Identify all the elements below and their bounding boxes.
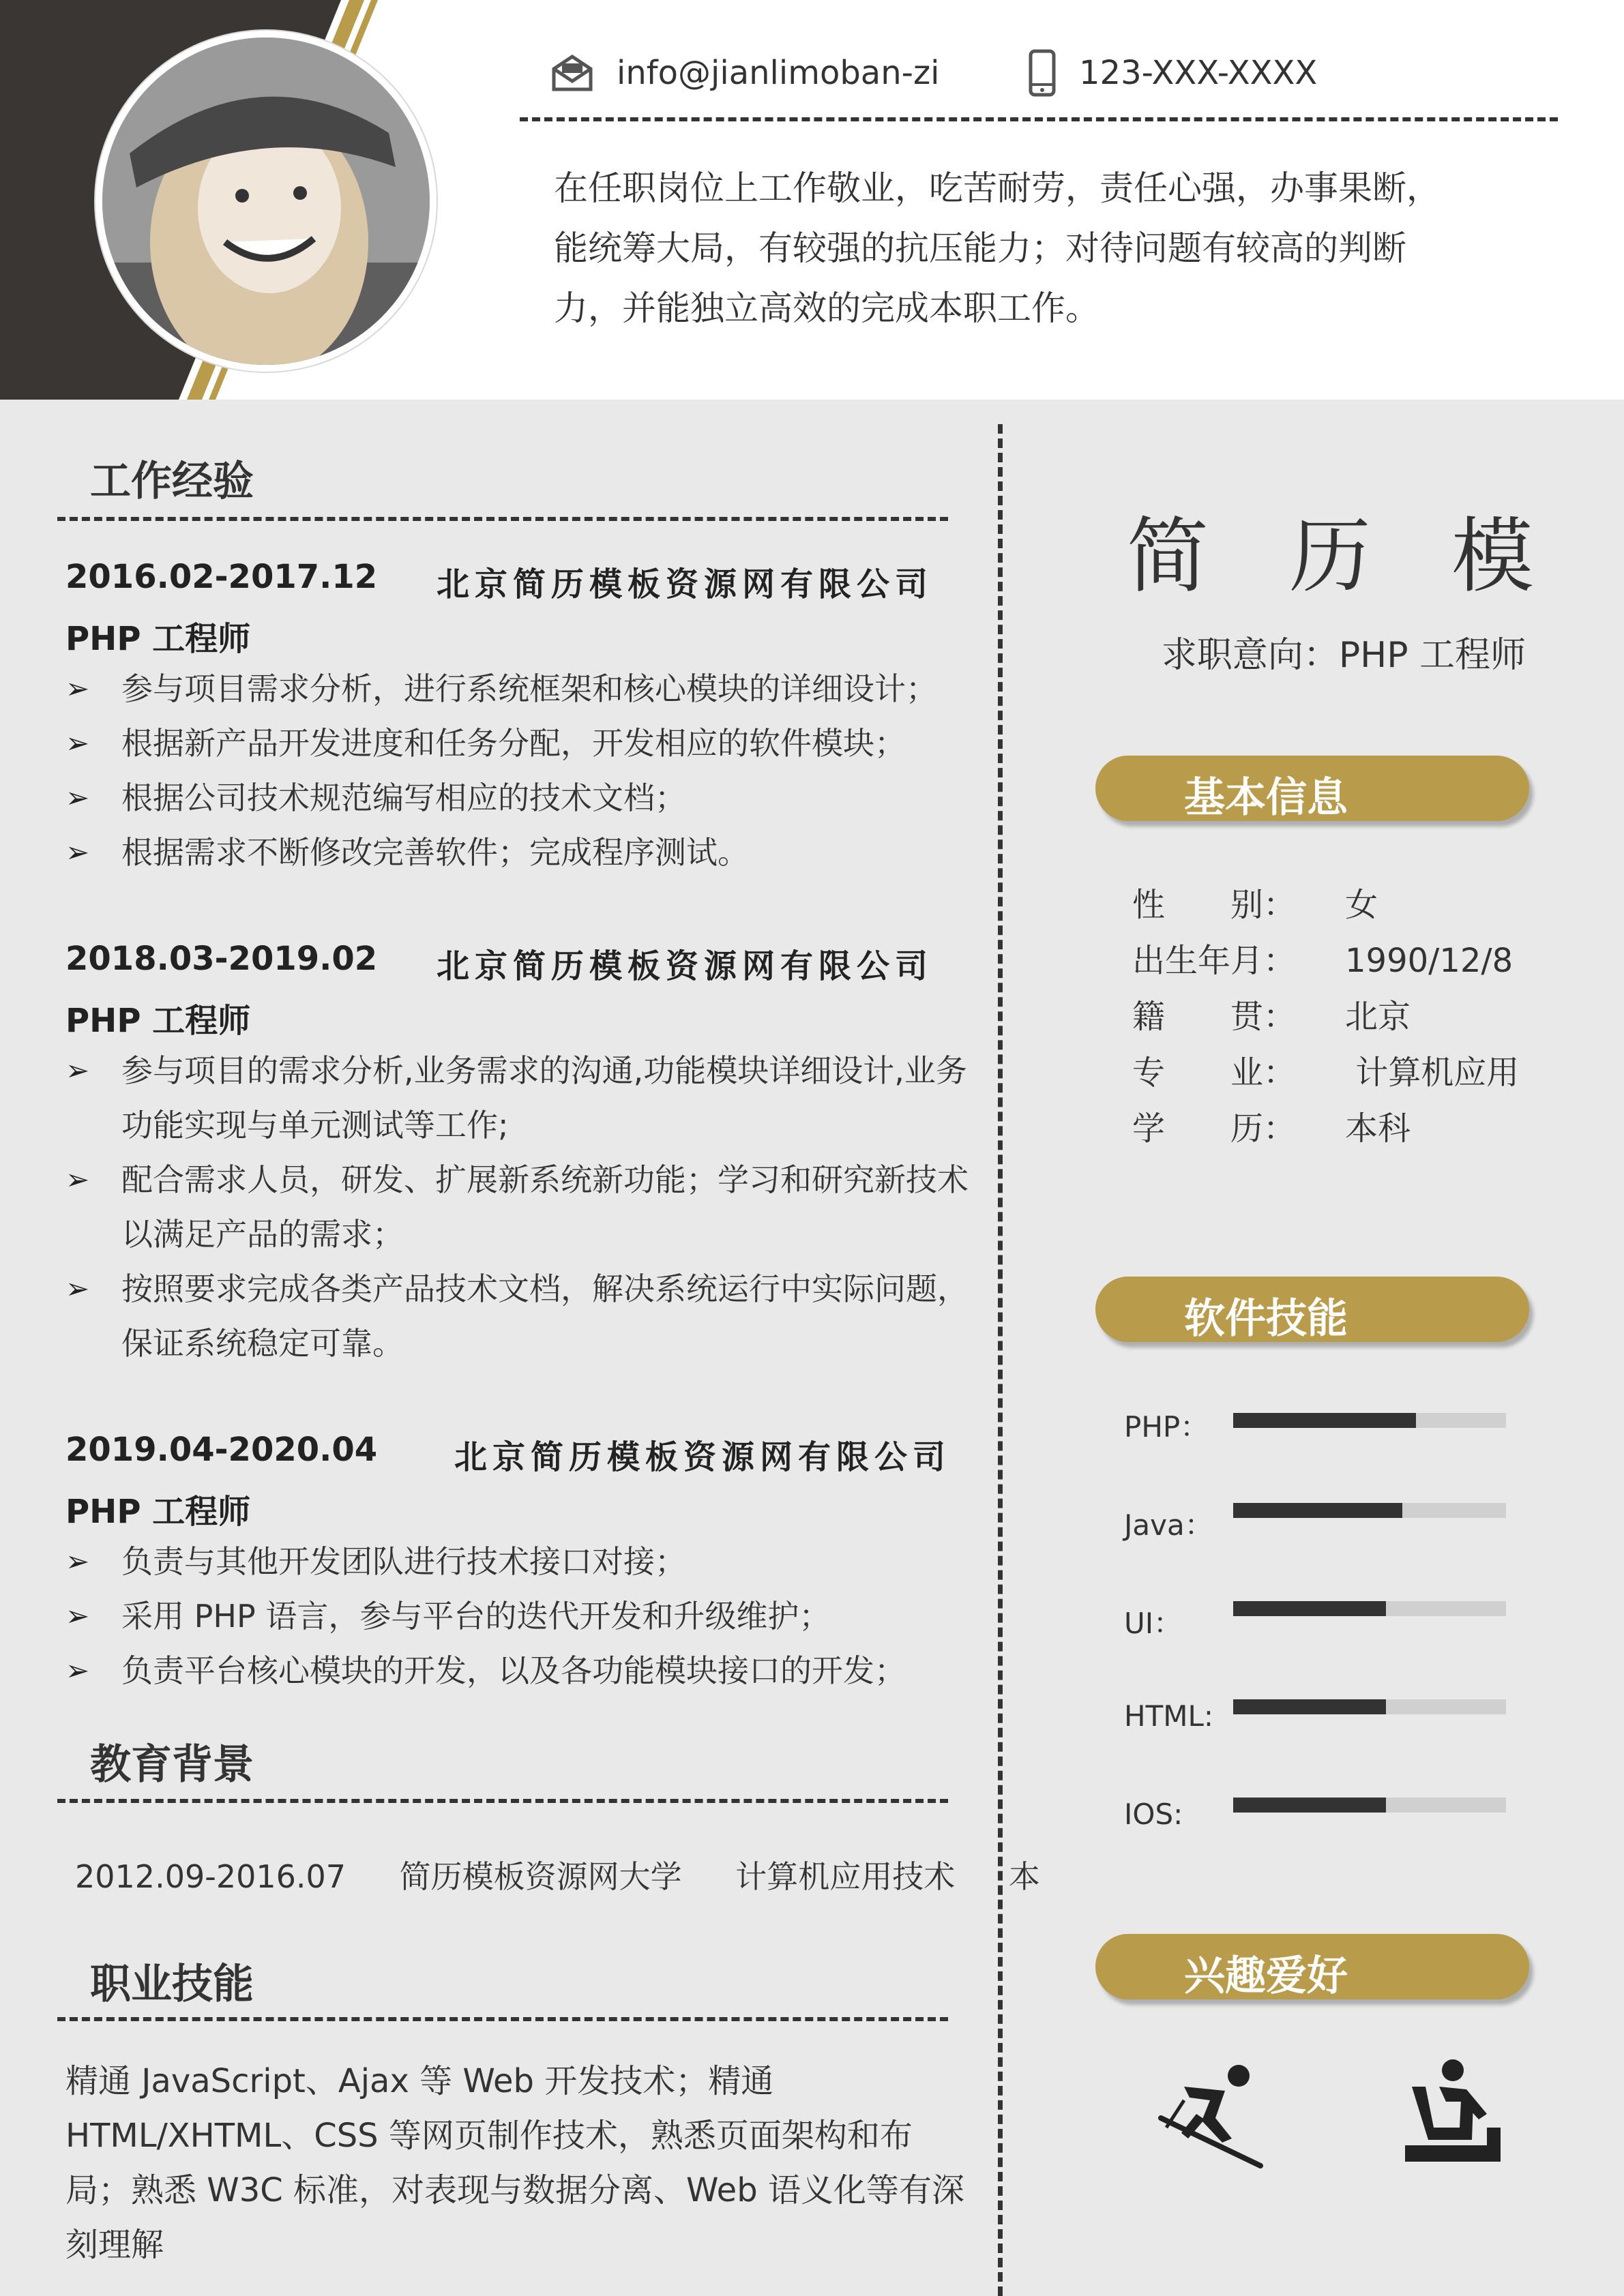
duty-item: ➢ 参与项目的需求分析,业务需求的沟通,功能模块详细设计,业务功能实现与单元测试等工作; — [65, 1043, 973, 1152]
duty-item: ➢ 负责与其他开发团队进行技术接口对接； — [65, 1534, 973, 1589]
education-period: 2012.09-2016.07 — [75, 1858, 346, 1895]
info-row: 籍 贯： 北京 — [1132, 998, 1411, 1036]
duty-item: ➢ 根据需求不断修改完善软件；完成程序测试。 — [65, 825, 973, 880]
skill-label: PHP： — [1124, 1410, 1209, 1444]
duty-item: ➢ 配合需求人员，研发、扩展新系统新功能；学习和研究新技术以满足产品的需求； — [65, 1152, 973, 1262]
info-row: 出生年月： 1990/12/8 — [1132, 942, 1514, 980]
skill-bar — [1233, 1699, 1506, 1714]
basic-info-title: 基本信息 — [1184, 774, 1348, 822]
software-skills-title: 软件技能 — [1184, 1295, 1348, 1343]
education-school: 简历模板资源网大学 — [399, 1858, 682, 1895]
phone-icon — [1029, 49, 1056, 97]
duty-item: ➢ 根据公司技术规范编写相应的技术文档； — [65, 771, 973, 825]
column-divider — [998, 424, 1003, 2296]
arrow-bullet-icon: ➢ — [65, 1163, 90, 1196]
job-company: 北京简历模板资源网有限公司 — [437, 565, 934, 603]
job-company: 北京简历模板资源网有限公司 — [437, 947, 934, 985]
info-row: 性 别： 女 — [1132, 886, 1378, 924]
job-duties — [65, 661, 973, 880]
arrow-bullet-icon: ➢ — [65, 1272, 90, 1305]
hobbies-header — [1095, 1934, 1529, 1999]
job-position: PHP 工程师 — [65, 620, 251, 658]
skill-bar-fill — [1233, 1413, 1416, 1428]
job-date: 2018.03-2019.02 — [65, 940, 378, 978]
info-row: 专 业： 计算机应用 — [1132, 1054, 1520, 1092]
phone-text: 123-XXX-XXXX — [1079, 54, 1318, 92]
skill-bar-fill — [1233, 1503, 1402, 1518]
skill-bar-fill — [1233, 1798, 1386, 1813]
skill-label: UI： — [1124, 1607, 1183, 1640]
work-section-title: 工作经验 — [90, 458, 254, 505]
education-degree: 本 — [1008, 1858, 1040, 1895]
duty-item: ➢ 参与项目需求分析，进行系统框架和核心模块的详细设计； — [65, 661, 973, 716]
arrow-bullet-icon: ➢ — [65, 781, 90, 814]
arrow-bullet-icon: ➢ — [65, 672, 90, 705]
arrow-bullet-icon: ➢ — [65, 1054, 90, 1087]
arrow-bullet-icon: ➢ — [65, 726, 90, 760]
portrait-photo — [102, 38, 430, 365]
avatar — [95, 31, 437, 372]
duty-item: ➢ 采用 PHP 语言，参与平台的迭代开发和升级维护； — [65, 1589, 973, 1643]
job-duties — [65, 1534, 973, 1698]
fitness-icon — [1398, 2053, 1507, 2168]
mail-icon — [551, 54, 593, 92]
education-section-title: 教育背景 — [90, 1741, 254, 1789]
skills-description: 精通 JavaScript、Ajax 等 Web 开发技术；精通 HTML/XHTML、CSS 等网页制作技术，熟悉页面架构和布局；熟悉 W3C 标准，对表现与数据分离、Web 语义化等有深刻理解 — [65, 2062, 964, 2264]
job-company: 北京简历模板资源网有限公司 — [454, 1438, 951, 1476]
skill-bar — [1233, 1601, 1506, 1616]
arrow-bullet-icon: ➢ — [65, 1599, 90, 1632]
job-date: 2019.04-2020.04 — [65, 1431, 378, 1469]
duty-item: ➢ 根据新产品开发进度和任务分配，开发相应的软件模块； — [65, 716, 973, 771]
skill-bar — [1233, 1503, 1506, 1518]
job-position: PHP 工程师 — [65, 1002, 251, 1040]
skills-section-line — [57, 2017, 948, 2021]
contact-phone — [1029, 42, 1317, 104]
duty-item: ➢ 负责平台核心模块的开发，以及各功能模块接口的开发； — [65, 1643, 973, 1698]
education-major: 计算机应用技术 — [735, 1858, 956, 1895]
skill-label: Java： — [1124, 1508, 1213, 1542]
skill-bar-fill — [1233, 1601, 1386, 1616]
skill-bar — [1233, 1413, 1506, 1428]
skill-label: HTML: — [1124, 1699, 1214, 1733]
skills-section-title: 职业技能 — [90, 1960, 254, 2008]
candidate-name: 简 历 模 — [1126, 509, 1561, 604]
education-section-line — [57, 1799, 948, 1803]
duty-item: ➢ 按照要求完成各类产品技术文档，解决系统运行中实际问题，保证系统稳定可靠。 — [65, 1262, 973, 1371]
education-row — [75, 1852, 1084, 1897]
arrow-bullet-icon: ➢ — [65, 1545, 90, 1578]
arrow-bullet-icon: ➢ — [65, 835, 90, 869]
self-summary: 在任职岗位上工作敬业，吃苦耐劳，责任心强，办事果断， 能统筹大局，有较强的抗压能力；对待问题有较高的判断 力，并能独立高效的完成本职工作。 — [554, 168, 1441, 328]
hobbies-title: 兴趣爱好 — [1184, 1952, 1348, 2000]
job-duties — [65, 1043, 973, 1371]
basic-info-header — [1095, 756, 1529, 821]
header-divider — [520, 117, 1558, 121]
contact-email — [551, 42, 939, 104]
software-skills-header — [1095, 1277, 1529, 1342]
arrow-bullet-icon: ➢ — [65, 1654, 90, 1687]
job-date: 2016.02-2017.12 — [65, 558, 378, 596]
email-text: info@jianlimoban-zi — [617, 54, 940, 92]
skill-label: IOS: — [1124, 1798, 1183, 1831]
skill-bar-fill — [1233, 1699, 1386, 1714]
work-section-line — [57, 517, 948, 521]
job-position: PHP 工程师 — [65, 1493, 251, 1531]
skiing-icon — [1157, 2059, 1266, 2168]
info-row: 学 历： 本科 — [1132, 1109, 1411, 1148]
job-intent: 求职意向：PHP 工程师 — [1161, 635, 1526, 676]
skill-bar — [1233, 1798, 1506, 1813]
